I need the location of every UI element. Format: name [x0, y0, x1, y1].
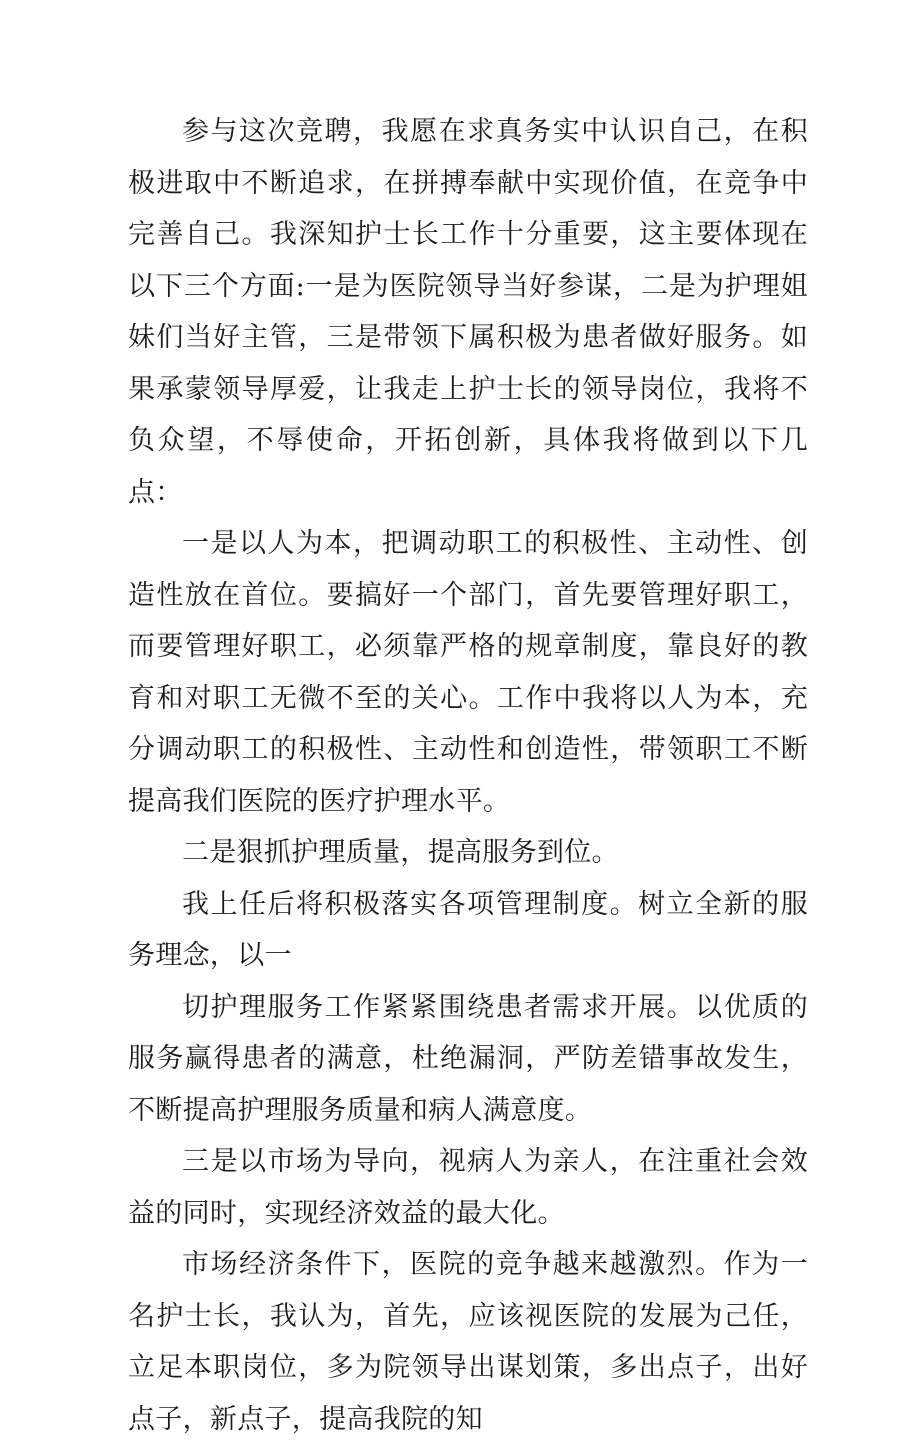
document-body [128, 106, 808, 1445]
paragraph-1: 参与这次竞聘，我愿在求真务实中认识自己，在积极进取中不断追求，在拼搏奉献中实现价值，在竞争中完善自己。我深知护士长工作十分重要，这主要体现在以下三个方面:一是为医院领导当好参谋，二是为护理姐妹们当好主管，三是带领下属积极为患者做好服务。如果承蒙领导厚爱，让我走上护士长的领导岗位，我将不负众望，不辱使命，开拓创新，具体我将做到以下几点： [128, 116, 808, 508]
paragraph-4: 我上任后将积极落实各项管理制度。树立全新的服务理念，以一 [128, 888, 808, 971]
paragraph-5: 切护理服务工作紧紧围绕患者需求开展。以优质的服务赢得患者的满意，杜绝漏洞，严防差错事故发生，不断提高护理服务质量和病人满意度。 [128, 991, 808, 1126]
paragraph-3: 二是狠抓护理质量，提高服务到位。 [182, 837, 619, 868]
paragraph-7: 市场经济条件下，医院的竞争越来越激烈。作为一名护士长，我认为，首先，应该视医院的发展为己任，立足本职岗位，多为院领导出谋划策，多出点子，出好点子，新点子，提高我院的知 [128, 1249, 808, 1435]
paragraph-6: 三是以市场为导向，视病人为亲人，在注重社会效益的同时，实现经济效益的最大化。 [128, 1146, 808, 1229]
paragraph-2: 一是以人为本，把调动职工的积极性、主动性、创造性放在首位。要搞好一个部门，首先要管理好职工，而要管理好职工，必须靠严格的规章制度，靠良好的教育和对职工无微不至的关心。工作中我将以人为本，充分调动职工的积极性、主动性和创造性，带领职工不断提高我们医院的医疗护理水平。 [128, 528, 808, 817]
